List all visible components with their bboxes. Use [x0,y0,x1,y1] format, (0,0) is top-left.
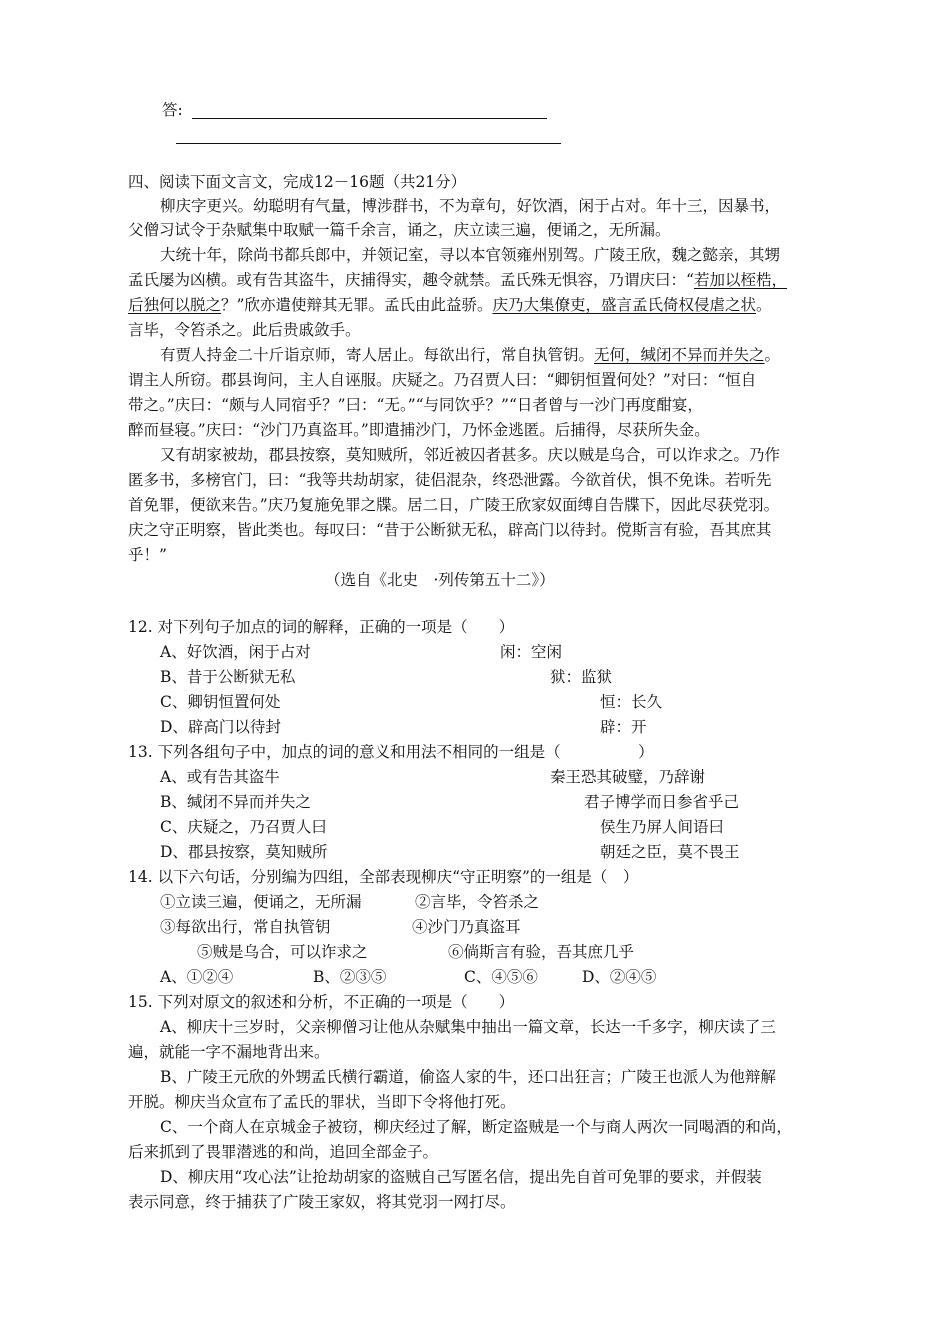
q12-option-a-gloss: 闲：空闲 [500,643,563,661]
q15-option-c-cont: 后来抓到了畏罪潜逃的和尚，追回全部金子。 [128,1143,439,1161]
question-14-stem: 14. 以下六句话，分别编为四组，全部表现柳庆“守正明察”的一组是（ ） [128,868,639,886]
q13-option-c: C、庆疑之，乃召贾人曰 [160,818,327,836]
underlined-sentence: 若加以桎梏， [693,271,787,289]
passage-text: ？”欣亦遣使辩其无罪。孟氏由此益骄。 [221,296,493,314]
q15-option-a: A、柳庆十三岁时，父亲柳僧习让他从杂赋集中抽出一篇文章，长达一千多字，柳庆读了三 [160,1018,776,1036]
passage-p2-line [128,268,787,292]
q15-option-d-cont: 表示同意，终于捕获了广陵王家奴，将其党羽一网打尽。 [128,1193,516,1211]
passage-text: 。 [755,296,772,314]
underlined-sentence: 庆乃大集僚吏，盛言孟氏倚权侵虐之状 [492,296,756,314]
passage-p1-line: 柳庆字更兴。幼聪明有气量，博涉群书，不为章句，好饮酒，闲于占对。年十三，因暴书， [160,197,781,215]
section-heading: 四、阅读下面文言文，完成12－16题（共21分） [128,173,467,191]
q14-item: ③每欲出行，常自执管钥 [160,918,331,936]
q13-option-b: B、缄闭不异而并失之 [160,793,311,811]
underlined-sentence: 无何，缄闭不异而并失之 [594,346,765,364]
q12-option-b: B、昔于公断狱无私 [160,668,296,686]
question-15-stem: 15. 下列对原文的叙述和分析，不正确的一项是（ ） [128,993,515,1011]
q14-choice-d: D、②④⑤ [582,968,657,986]
passage-p3-line [160,343,780,367]
passage-p4-line: 又有胡家被劫，郡县按察，莫知贼所，邻近被囚者甚多。庆以贼是乌合，可以诈求之。乃作 [160,446,781,464]
passage-source: （选自《北史 ·列传第五十二》） [325,571,555,589]
q12-option-a: A、好饮酒，闲于占对 [160,643,311,661]
passage-text: 有贾人持金二十斤诣京师，寄人居止。每欲出行，常自执管钥。 [160,346,595,364]
passage-p2-line: 言毕，令笞杀之。此后贵戚敛手。 [128,321,361,339]
q12-option-c: C、卿钥恒置何处 [160,693,281,711]
q14-choice-a: A、①②④ [160,968,234,986]
answer-label: 答: [162,101,183,119]
q13-option-b-compare: 君子博学而日参省乎己 [584,793,740,811]
passage-p2-line: 大统十年，除尚书都兵郎中，并领记室，寻以本官领雍州别驾。广陵王欣，魏之懿亲，其甥 [160,246,781,264]
underlined-sentence: 后独何以脱之 [128,296,222,314]
passage-p3-line: 醉而昼寝。”庆曰：“沙门乃真盗耳。”即遣捕沙门，乃怀金逃匿。后捕得，尽获所失金。 [128,421,710,439]
q13-option-d-compare: 朝廷之臣，莫不畏王 [600,843,740,861]
q15-option-b: B、广陵王元欣的外甥孟氏横行霸道，偷盗人家的牛，还口出狂言；广陵王也派人为他辩解 [160,1068,776,1086]
q12-option-b-gloss: 狱：监狱 [550,668,613,686]
passage-p4-line: 庆之守正明察，皆此类也。每叹曰：“昔于公断狱无私，辟高门以待封。傥斯言有验，吾其庶其 [128,521,772,539]
passage-p2-line [128,293,771,317]
q14-item: ⑤贼是乌合，可以诈求之 [197,943,368,961]
q15-option-d: D、柳庆用“攻心法”让抢劫胡家的盗贼自己写匿名信，提出先自首可免罪的要求，并假装 [160,1168,762,1186]
passage-p3-line: 谓主人所窃。郡县询问，主人自诬服。庆疑之。乃召贾人曰：“卿钥恒置何处？”对曰：“恒自 [128,371,757,389]
passage-text: 孟氏屡为凶横。或有告其盗牛，庆捕得实，趣令就禁。孟氏殊无惧容，乃谓庆曰：“ [128,271,694,289]
q14-choice-c: C、④⑤⑥ [464,968,538,986]
q15-option-a-cont: 遍，就能一字不漏地背出来。 [128,1043,330,1061]
answer-line-2 [176,143,561,144]
q13-option-d: D、郡县按察，莫知贼所 [160,843,328,861]
passage-p4-line: 乎！” [128,546,167,564]
q12-option-d: D、辟高门以待封 [160,718,281,736]
answer-line-1 [192,118,547,119]
question-12-stem: 12. 对下列句子加点的词的解释，正确的一项是（ ） [128,618,515,636]
passage-text: 。 [764,346,781,364]
passage-p4-line: 匿多书，多榜官门，曰：“我等共劫胡家，徒侣混杂，终恐泄露。今欲首伏，惧不免诛。若听先 [128,471,772,489]
question-13-stem: 13. 下列各组句子中，加点的词的意义和用法不相同的一组是（ ） [128,743,654,761]
q13-option-c-compare: 侯生乃屏人间语曰 [600,818,725,836]
q13-option-a: A、或有告其盗牛 [160,768,280,786]
passage-p4-line: 首免罪，便欲来告。”庆乃复施免罪之牒。居二日，广陵王欣家奴面缚自告牒下，因此尽获党羽。 [128,496,780,514]
q13-option-a-compare: 秦王恐其破璧，乃辞谢 [550,768,706,786]
passage-p3-line: 带之。”庆曰：“颇与人同宿乎？”曰：“无。”“与同饮乎？”“日者曾与一沙门再度酣宴， [128,396,703,414]
q15-option-b-cont: 开脱。柳庆当众宣布了孟氏的罪状，当即下令将他打死。 [128,1093,516,1111]
q14-item: ①立读三遍，便诵之，无所漏 [160,893,362,911]
q14-item: ②言毕，令笞杀之 [415,893,540,911]
q14-item: ④沙门乃真盗耳 [412,918,521,936]
q14-item: ⑥倘斯言有验，吾其庶几乎 [448,943,635,961]
q12-option-d-gloss: 辟：开 [600,718,647,736]
q14-choice-b: B、②③⑤ [313,968,387,986]
passage-p1-line: 父僧习试令于杂赋集中取赋一篇千余言，诵之，庆立读三遍，便诵之，无所漏。 [128,221,671,239]
q15-option-c: C、一个商人在京城金子被窃，柳庆经过了解，断定盗贼是一个与商人两次一同喝酒的和尚， [160,1118,792,1136]
q12-option-c-gloss: 恒：长久 [600,693,663,711]
